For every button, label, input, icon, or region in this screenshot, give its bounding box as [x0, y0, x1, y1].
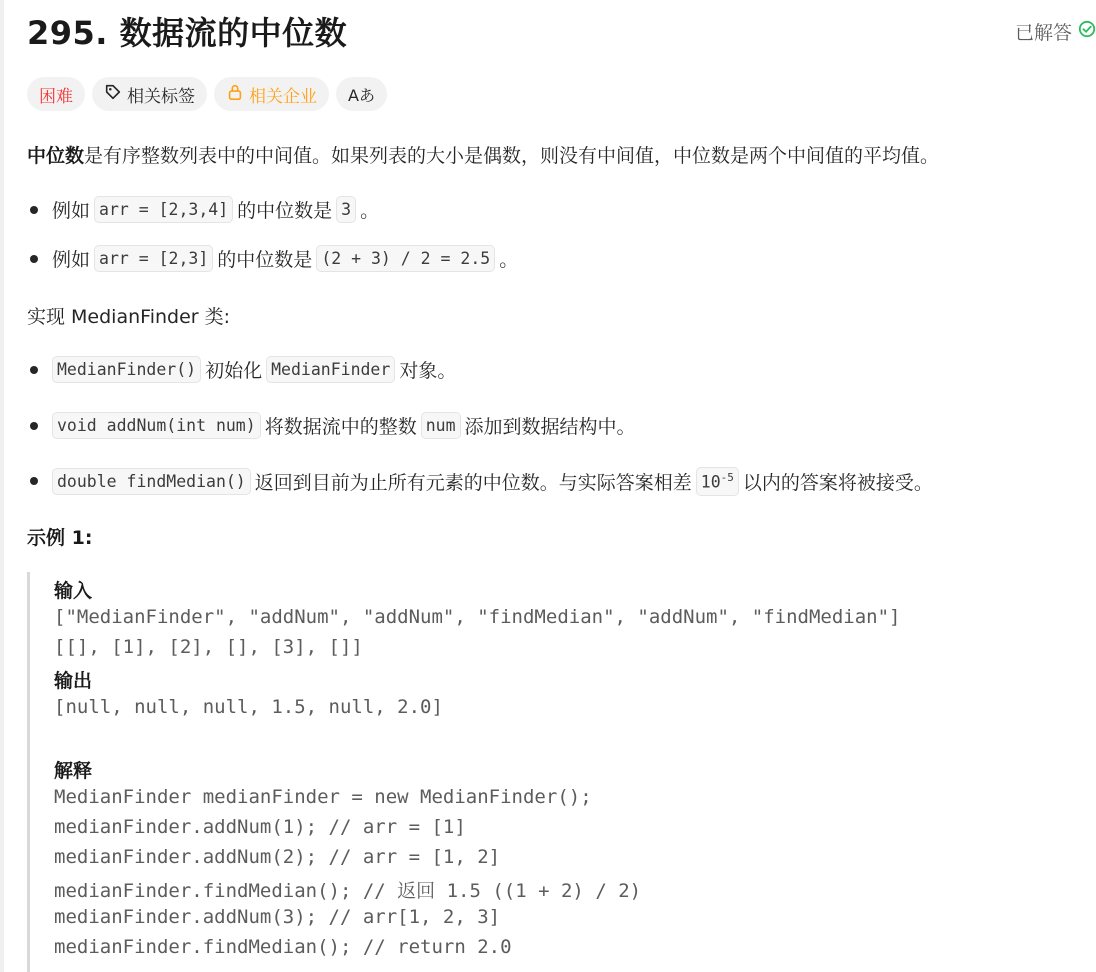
- inline-code: arr = [2,3,4]: [94, 196, 233, 223]
- bullet-dot: [30, 206, 38, 214]
- left-border: [0, 0, 4, 972]
- inline-code: [696, 467, 739, 496]
- input-line-1: ["MedianFinder", "addNum", "addNum", "findMedian", "addNum", "findMedian"]: [54, 606, 901, 628]
- difficulty-badge[interactable]: [27, 77, 85, 111]
- difficulty-label: 困难: [39, 86, 73, 107]
- inline-code: (2 + 3) / 2 = 2.5: [316, 245, 495, 272]
- title-row: [27, 8, 1096, 54]
- inline-code: MedianFinder: [266, 356, 395, 383]
- bullet-dot: [30, 477, 38, 485]
- code-sup: -5: [720, 471, 734, 484]
- inline-code: arr = [2,3]: [94, 245, 213, 272]
- intro-paragraph: [27, 141, 939, 168]
- intro-text: 是有序整数列表中的中间值。如果列表的大小是偶数，则没有中间值，中位数是两个中间值的平均值。: [84, 145, 940, 167]
- inline-code: num: [421, 412, 461, 439]
- related-tags-label: 相关标签: [127, 86, 195, 107]
- bullet-dot: [30, 422, 38, 430]
- bullet-text: 。: [360, 200, 380, 222]
- output-label: 输出: [54, 670, 93, 692]
- bullet-dot: [30, 366, 38, 374]
- explain-line: MedianFinder medianFinder = new MedianFinder();: [54, 786, 592, 808]
- bullet-text: 将数据流中的整数: [264, 416, 417, 438]
- method-bullet-2: [27, 412, 636, 439]
- tag-icon: [104, 83, 122, 106]
- example-bullet-1: [27, 196, 379, 223]
- inline-code: 3: [336, 196, 356, 223]
- inline-code: double findMedian(): [52, 468, 251, 495]
- lock-icon: [226, 83, 244, 106]
- bullet-text: 初始化: [205, 360, 263, 382]
- output-line: [null, null, null, 1.5, null, 2.0]: [54, 696, 443, 718]
- explain-label: 解释: [54, 760, 93, 782]
- explain-line: medianFinder.addNum(2); // arr = [1, 2]: [54, 846, 501, 868]
- intro-bold: 中位数: [27, 145, 85, 167]
- explain-line: medianFinder.findMedian(); // 返回 1.5 ((1 + 2) / 2): [54, 880, 642, 902]
- problem-title: 295. 数据流的中位数: [27, 14, 348, 52]
- bullet-text: 的中位数是: [217, 249, 313, 271]
- bullet-text: 以内的答案将被接受。: [742, 471, 933, 494]
- code-base: 10: [700, 472, 721, 492]
- related-companies-label: 相关企业: [249, 86, 317, 107]
- bullet-text: 例如: [52, 200, 91, 222]
- translate-icon: Aあ: [348, 85, 375, 105]
- bullet-text: 。: [499, 249, 519, 271]
- explain-line: medianFinder.findMedian(); // return 2.0: [54, 936, 512, 958]
- example-heading: 示例 1:: [27, 527, 93, 549]
- bullet-text: 的中位数是: [237, 200, 333, 222]
- inline-code: MedianFinder(): [52, 356, 201, 383]
- bullet-dot: [30, 255, 38, 263]
- bullet-text: 返回到目前为止所有元素的中位数。与实际答案相差: [254, 471, 692, 494]
- related-tags-button[interactable]: [92, 77, 207, 111]
- solved-status: [1015, 18, 1096, 45]
- solved-check-icon: [1078, 20, 1096, 43]
- method-bullet-1: [27, 356, 456, 383]
- bullet-text: 例如: [52, 249, 91, 271]
- method-bullet-3: [27, 467, 933, 496]
- bullet-text: 对象。: [399, 360, 457, 382]
- solved-label: 已解答: [1014, 22, 1072, 44]
- related-companies-button[interactable]: [214, 77, 329, 111]
- bullet-text: 添加到数据结构中。: [464, 416, 636, 438]
- translate-toggle-button[interactable]: [336, 77, 387, 111]
- input-label: 输入: [54, 580, 93, 602]
- tag-bar: [27, 77, 387, 111]
- example-bullet-2: [27, 245, 518, 272]
- explain-line: medianFinder.addNum(3); // arr[1, 2, 3]: [54, 906, 501, 928]
- impl-paragraph: 实现 MedianFinder 类:: [27, 306, 231, 328]
- inline-code: void addNum(int num): [52, 412, 261, 439]
- input-line-2: [[], [1], [2], [], [3], []]: [54, 636, 363, 658]
- explain-line: medianFinder.addNum(1); // arr = [1]: [54, 816, 466, 838]
- example-block: [27, 572, 1096, 972]
